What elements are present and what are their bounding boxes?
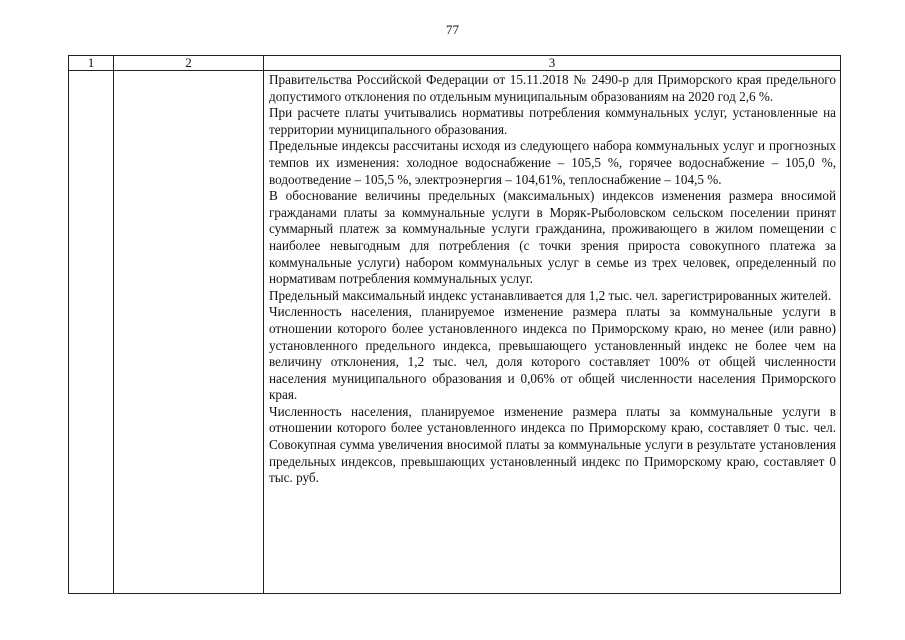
paragraph-indices: Предельные индексы рассчитаны исходя из следующего набора коммунальных услуг и прогнозных темпов их изменения: холодное водоснабжение – 105,5 %, горячее водоснабжение – 105,0 %, водоотведение – 105,5 %, электроэнергия – 104,61%, теплоснабжение – 104,5 %.	[269, 138, 836, 187]
column-header-2: 2	[114, 56, 264, 71]
table-header-row	[69, 56, 841, 71]
column-2-cell	[114, 71, 264, 594]
column-header-3: 3	[264, 56, 841, 71]
paragraph-max-index: Предельный максимальный индекс устанавливается для 1,2 тыс. чел. зарегистрированных жителей.	[269, 287, 832, 303]
paragraph-population-share: Численность населения, планируемое изменение размера платы за коммунальные услуги в отношении которого более установленного индекса по Приморскому краю, но менее (или равно) установленного предельного индекса, превышающего установленный индекс не более чем на величину отклонения, 1,2 тыс. чел, доля которого составляет 100% от общей численности населения муниципального образования и 0,06% от общей численности населения Приморского края.	[269, 304, 836, 403]
page-number: 77	[446, 22, 459, 37]
paragraph-population-excess: Численность населения, планируемое изменение размера платы за коммунальные услуги в отношении которого более установленного индекса по Приморскому краю, составляет 0 тыс. чел. Совокупная сумма увеличения вносимой платы за коммунальные услуги в результате установления предельных индексов, превышающих установленный индекс по Приморскому краю, составляет 0 тыс. руб.	[269, 403, 836, 486]
paragraph-decree: Правительства Российской Федерации от 15.11.2018 № 2490-р для Приморского края предельного допустимого отклонения по отдельным муниципальным образованиям на 2020 год 2,6 %.	[269, 72, 836, 104]
document-table	[68, 55, 841, 594]
column-3-cell	[264, 71, 841, 594]
column-1-cell	[69, 71, 114, 594]
column-header-1: 1	[69, 56, 114, 71]
paragraph-norms: При расчете платы учитывались нормативы потребления коммунальных услуг, установленные на территории муниципального образования.	[269, 105, 836, 137]
paragraph-justification: В обоснование величины предельных (максимальных) индексов изменения размера вносимой гражданами платы за коммунальные услуги в Моряк-Рыболовском сельском поселении принят суммарный платеж за коммунальные услуги гражданина, проживающего в жилом помещении с наиболее невыгодным для потребления (с точки зрения прироста совокупного платежа за коммунальные услуги) набором коммунальных услуг в семье из трех человек, определенный по нормативам потребления коммунальных услуг.	[269, 188, 836, 287]
table-body-row	[69, 71, 841, 594]
